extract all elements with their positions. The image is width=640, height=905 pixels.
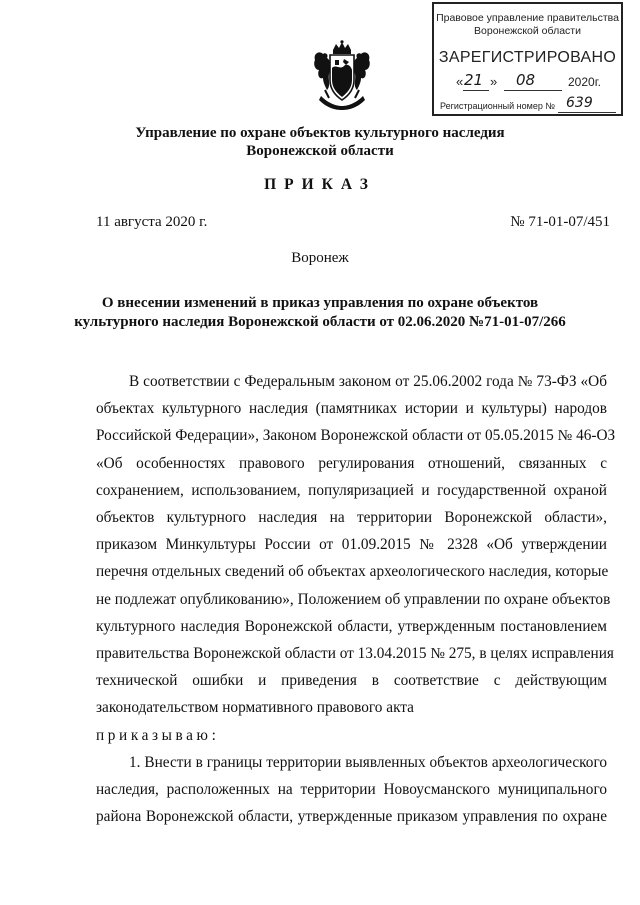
stamp-quote-open: «	[456, 74, 464, 89]
item1-line: района Воронежской области, утвержденные приказом управления по охране	[96, 808, 607, 826]
stamp-number-underline	[558, 112, 616, 113]
document-type-title: ПРИКАЗ	[264, 176, 376, 193]
stamp-day-underline	[463, 90, 489, 91]
order-word: приказываю:	[96, 726, 220, 744]
stamp-month: 08	[516, 71, 536, 89]
preamble-line: приказом Минкультуры России от 01.09.2015 № 2328 «Об утверждении	[96, 536, 607, 554]
organization-line1: Управление по охране объектов культурного наследия	[135, 125, 505, 141]
city: Воронеж	[291, 250, 349, 266]
stamp-day: 21	[464, 71, 484, 89]
stamp-quote-close: »	[490, 74, 498, 89]
stamp-number-row	[434, 95, 621, 115]
preamble-line: правительства Воронежской области от 13.04.2015 № 275, в целях исправления	[96, 645, 614, 663]
stamp-org-line2: Воронежской области	[474, 25, 581, 37]
item1-paragraph	[96, 749, 607, 831]
preamble-line: технической ошибки и приведения в соответствие с действующим	[96, 672, 607, 690]
organization-line2: Воронежской области	[246, 143, 394, 159]
item1-line: наследия, расположенных на территории Новоусманского муниципального	[96, 781, 607, 799]
item1-line: 1. Внести в границы территории выявленных объектов археологического	[129, 753, 607, 771]
stamp-status: ЗАРЕГИСТРИРОВАНО	[438, 49, 617, 66]
preamble-line: культурного наследия Воронежской области, утвержденным постановлением	[96, 617, 607, 635]
order-body	[96, 368, 616, 830]
preamble-line: сохранением, использованием, популяризацией и государственной охраной	[96, 481, 607, 499]
preamble-line: перечня отдельных сведений об объектах археологического наследия, которые	[96, 563, 609, 581]
preamble-line: «Об особенностях правового регулирования отношений, связанных с	[96, 454, 607, 472]
coat-of-arms-emblem	[311, 40, 373, 114]
order-number: № 71-01-07/451	[510, 214, 610, 230]
preamble-line: объектов культурного наследия на территории Воронежской области»,	[96, 509, 607, 527]
stamp-reg-label: Регистрационный номер №	[440, 101, 556, 111]
registration-stamp	[432, 2, 623, 116]
preamble-line: объектах культурного наследия (памятниках истории и культуры) народов	[96, 400, 607, 418]
preamble-line: Российской Федерации», Законом Воронежской области от 05.05.2015 № 46-ОЗ	[96, 427, 616, 445]
subject-line2: культурного наследия Воронежской области от 02.06.2020 №71-01-07/266	[74, 314, 566, 330]
stamp-year: 2020г.	[568, 75, 601, 89]
preamble-line: не подлежат опубликованию», Положением об управлении по охране объектов	[96, 590, 611, 608]
stamp-reg-number: 639	[566, 95, 593, 111]
preamble-line: законодательством нормативного правового акта	[96, 699, 414, 717]
preamble-line: В соответствии с Федеральным законом от 25.06.2002 года № 73-ФЗ «Об	[129, 373, 607, 390]
order-date: 11 августа 2020 г.	[96, 214, 208, 230]
stamp-month-underline	[504, 90, 562, 91]
subject-line1: О внесении изменений в приказ управления по охране объектов	[101, 295, 539, 311]
preamble-paragraph	[96, 368, 616, 722]
stamp-org-line1: Правовое управление правительства	[436, 12, 619, 24]
stamp-date-row	[434, 71, 621, 94]
